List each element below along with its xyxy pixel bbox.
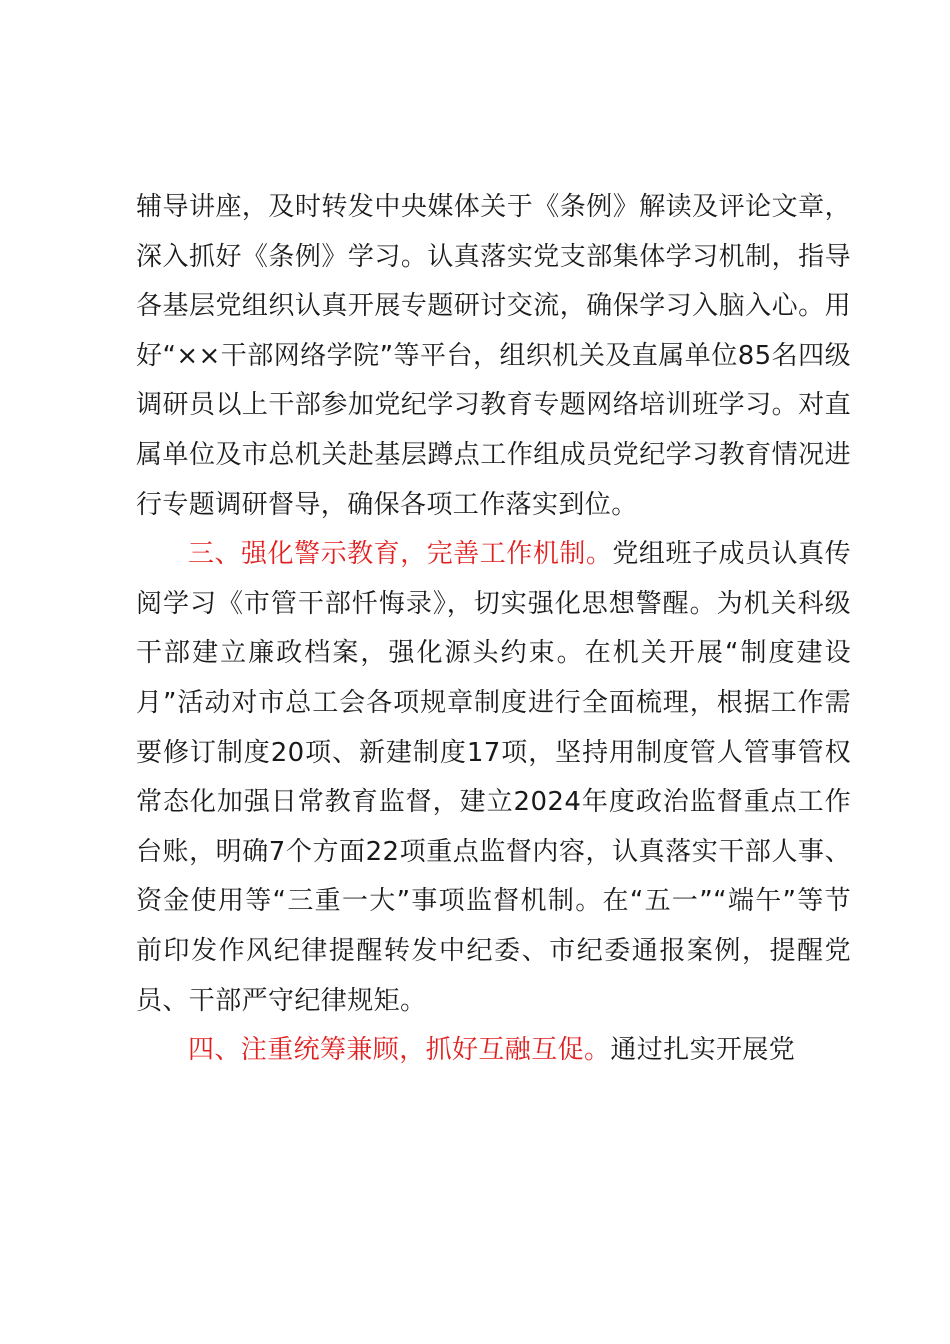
paragraph-section-three [136,530,851,1026]
section-four-text: 通过扎实开展党 [610,1035,796,1066]
section-three-heading: 三、强化警示教育，完善工作机制。 [188,539,613,570]
section-three-text: 党组班子成员认真传阅学习《市管干部忏悔录》，切实强化思想警醒。为机关科级干部建立廉政档案，强化源头约束。在机关开展“制度建设月”活动对市总工会各项规章制度进行全面梳理，根据工作需要修订制度20项、新建制度17项，坚持用制度管人管事管权常态化加强日常教育监督，建立2024年度政治监督重点工作台账，明确7个方面22项重点监督内容，认真落实干部人事、资金使用等“三重一大”事项监督机制。在“五一”“端午”等节前印发作风纪律提醒转发中纪委、市纪委通报案例，提醒党员、干部严守纪律规矩。 [136,539,851,1016]
paragraph-continuation [136,183,851,530]
document-body [136,183,851,1076]
section-four-heading: 四、注重统筹兼顾，抓好互融互促。 [188,1035,611,1066]
paragraph-section-four [136,1026,851,1076]
paragraph-text: 辅导讲座，及时转发中央媒体关于《条例》解读及评论文章，深入抓好《条例》学习。认真落实党支部集体学习机制，指导各基层党组织认真开展专题研讨交流，确保学习入脑入心。用好“××干部网络学院”等平台，组织机关及直属单位85名四级调研员以上干部参加党纪学习教育专题网络培训班学习。对直属单位及市总机关赴基层蹲点工作组成员党纪学习教育情况进行专题调研督导，确保各项工作落实到位。 [136,192,851,520]
